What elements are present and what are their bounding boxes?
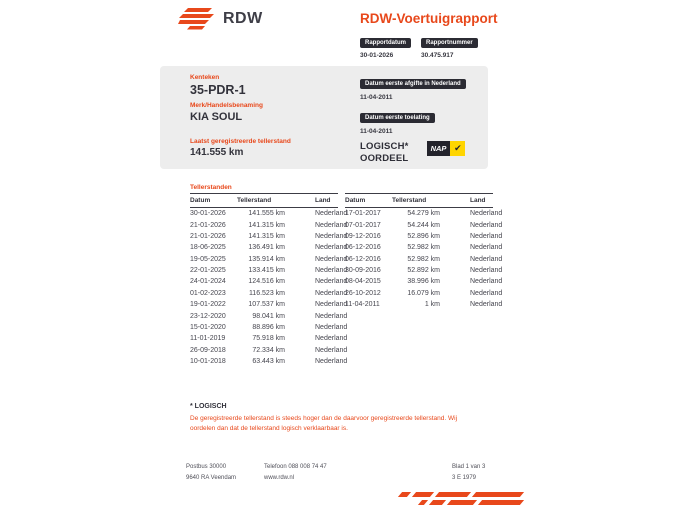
table-header-row [190,194,338,208]
report-date-block [360,31,411,59]
merk-value: KIA SOUL [190,111,243,123]
cell-land: Nederland [470,301,503,309]
odometer-table-left [190,193,348,367]
table-row [345,231,493,242]
merk-label: Merk/Handelsbenaming [190,102,263,109]
cell-tellerstand: 38.996 km [407,278,440,286]
report-number-value: 30.475.917 [421,52,454,59]
cell-datum: 30-01-2026 [190,210,226,218]
nap-logo-text: NAP [427,141,451,156]
cell-datum: 26-09-2018 [190,346,226,354]
table-row [190,345,338,356]
cell-tellerstand: 107.537 km [248,301,285,309]
report-number-block [421,31,478,59]
cell-tellerstand: 52.892 km [407,267,440,275]
cell-land: Nederland [315,278,348,286]
cell-land: Nederland [315,221,348,229]
laatste-tellerstand-value: 141.555 km [190,147,244,158]
cell-datum: 30-09-2016 [345,267,381,275]
cell-datum: 08-04-2015 [345,278,381,286]
kenteken-value: 35-PDR-1 [190,83,246,97]
stripe-segment [429,500,446,505]
cell-datum: 11-04-2011 [345,301,380,309]
laatste-tellerstand-label: Laatst geregistreerde tellerstand [190,138,291,145]
cell-land: Nederland [315,289,348,297]
cell-land: Nederland [470,289,503,297]
cell-land: Nederland [470,221,503,229]
vehicle-summary-panel [160,66,488,169]
footer-contact [264,462,327,485]
cell-land: Nederland [315,232,348,240]
cell-tellerstand: 116.523 km [248,289,285,297]
toelating-value: 11-04-2011 [360,128,393,135]
toelating-block [360,106,466,135]
cell-datum: 07-01-2017 [345,221,381,229]
speed-stripes-pattern [372,492,522,508]
footer-address-line2: 9640 RA Veendam [186,475,237,482]
oordeel-line1: LOGISCH* [360,141,409,152]
nap-check-icon: ✔ [450,141,465,156]
table-row [345,299,493,310]
cell-tellerstand: 63.443 km [252,358,285,366]
logisch-oordeel-text [360,141,409,166]
registration-dates-column [360,72,466,166]
cell-tellerstand: 136.491 km [248,244,285,252]
rdw-logo-text: RDW [223,10,263,27]
cell-tellerstand: 124.516 km [248,278,285,286]
cell-land: Nederland [470,267,503,275]
toelating-label: Datum eerste toelating [360,113,435,123]
cell-land: Nederland [315,312,348,320]
cell-tellerstand: 1 km [424,301,440,309]
afgifte-label: Datum eerste afgifte in Nederland [360,79,466,89]
cell-datum: 17-01-2017 [345,210,381,218]
footer-address-line1: Postbus 30000 [186,464,227,470]
table-row [190,276,338,287]
cell-land: Nederland [315,346,348,354]
report-number-label: Rapportnummer [421,38,478,48]
table-header-row [345,194,493,208]
footer-address [186,462,236,485]
report-date-label: Rapportdatum [360,38,411,48]
cell-tellerstand: 133.415 km [248,267,285,275]
col-header-datum: Datum [345,194,392,208]
footnote-title: * LOGISCH [190,403,227,410]
stripe-segment [418,500,428,505]
odometer-table-right [345,193,503,310]
cell-datum: 19-05-2025 [190,255,226,263]
cell-datum: 01-02-2023 [190,289,226,297]
cell-land: Nederland [315,323,348,331]
logisch-footnote [190,403,480,435]
cell-tellerstand: 135.914 km [248,255,285,263]
table-row [345,219,493,230]
col-header-tellerstand: Tellerstand [392,194,454,208]
cell-land: Nederland [315,244,348,252]
cell-land: Nederland [315,267,348,275]
footer-website: www.rdw.nl [264,475,295,482]
stripe-segment [398,492,411,497]
cell-datum: 09-12-2016 [345,232,381,240]
nap-logo [427,141,466,156]
oordeel-line2: OORDEEL [360,153,409,165]
cell-tellerstand: 54.279 km [407,210,440,218]
oordeel-row [360,141,466,166]
table-row [345,254,493,265]
cell-land: Nederland [470,244,503,252]
table-row [190,356,338,367]
stripe-segment [472,492,524,497]
col-header-datum: Datum [190,194,237,208]
cell-datum: 19-01-2022 [190,301,226,309]
table-row [345,276,493,287]
table-row [345,265,493,276]
cell-datum: 24-01-2024 [190,278,226,286]
cell-tellerstand: 52.982 km [407,244,440,252]
cell-datum: 26-10-2012 [345,289,381,297]
stripe-segment [435,492,471,497]
cell-tellerstand: 16.079 km [407,289,440,297]
col-header-land: Land [454,194,493,208]
vehicle-identity-column [190,74,291,158]
footnote-text: De geregistreerde tellerstand is steeds hoger dan de daarvoor geregistreerde tellerstand. Wij oordelen dan dat de tellerstand logisch verklaarbaar is. [190,415,458,433]
table-row [190,299,338,310]
cell-land: Nederland [470,278,503,286]
cell-tellerstand: 141.555 km [248,210,285,218]
cell-tellerstand: 141.315 km [248,221,285,229]
cell-tellerstand: 98.041 km [252,312,285,320]
cell-datum: 21-01-2026 [190,232,226,240]
tellerstanden-section-title: Tellerstanden [190,184,232,191]
table-row [345,288,493,299]
table-row [190,231,338,242]
cell-tellerstand: 141.315 km [248,232,285,240]
table-row [190,219,338,230]
table-row [190,254,338,265]
cell-land: Nederland [470,232,503,240]
col-header-land: Land [299,194,338,208]
table-row [190,333,338,344]
cell-tellerstand: 52.982 km [407,255,440,263]
cell-datum: 11-01-2019 [190,335,226,343]
cell-tellerstand: 88.896 km [252,323,285,331]
cell-land: Nederland [315,255,348,263]
table-row [190,208,338,220]
stripe-segment [478,500,524,505]
table-row [190,288,338,299]
cell-tellerstand: 75.918 km [252,335,285,343]
stripe-segment [447,500,477,505]
kenteken-label: Kenteken [190,74,220,81]
col-header-tellerstand: Tellerstand [237,194,299,208]
cell-land: Nederland [470,210,503,218]
stripe-segment [412,492,434,497]
rdw-eagle-icon [178,8,216,30]
afgifte-block [360,72,466,101]
cell-datum: 15-01-2020 [190,323,226,331]
cell-datum: 06-12-2016 [345,244,381,252]
cell-datum: 06-12-2016 [345,255,381,263]
cell-land: Nederland [315,210,348,218]
table-row [190,242,338,253]
footer-page-number: Blad 1 van 3 [452,464,486,470]
cell-tellerstand: 72.334 km [252,346,285,354]
stripe-row [372,492,522,497]
cell-land: Nederland [470,255,503,263]
cell-datum: 21-01-2026 [190,221,226,229]
report-date-value: 30-01-2026 [360,52,394,59]
footer-phone: Telefoon 088 008 74 47 [264,464,327,470]
rdw-logo [178,8,263,30]
cell-land: Nederland [315,301,348,309]
footer-form-code: 3 E 1979 [452,475,477,482]
cell-land: Nederland [315,358,348,366]
stripe-row [372,500,522,505]
cell-tellerstand: 54.244 km [407,221,440,229]
cell-land: Nederland [315,335,348,343]
cell-datum: 23-12-2020 [190,312,226,320]
table-row [190,265,338,276]
footer-page-info [452,462,485,485]
tellerstanden-tables [190,193,503,367]
afgifte-value: 11-04-2011 [360,94,393,101]
cell-datum: 22-01-2025 [190,267,226,275]
cell-tellerstand: 52.896 km [407,232,440,240]
table-row [190,322,338,333]
table-row [345,208,493,220]
report-meta [360,31,478,59]
table-row [190,310,338,321]
cell-datum: 18-06-2025 [190,244,226,252]
table-row [345,242,493,253]
cell-datum: 10-01-2018 [190,358,226,366]
report-title: RDW-Voertuigrapport [360,11,498,26]
